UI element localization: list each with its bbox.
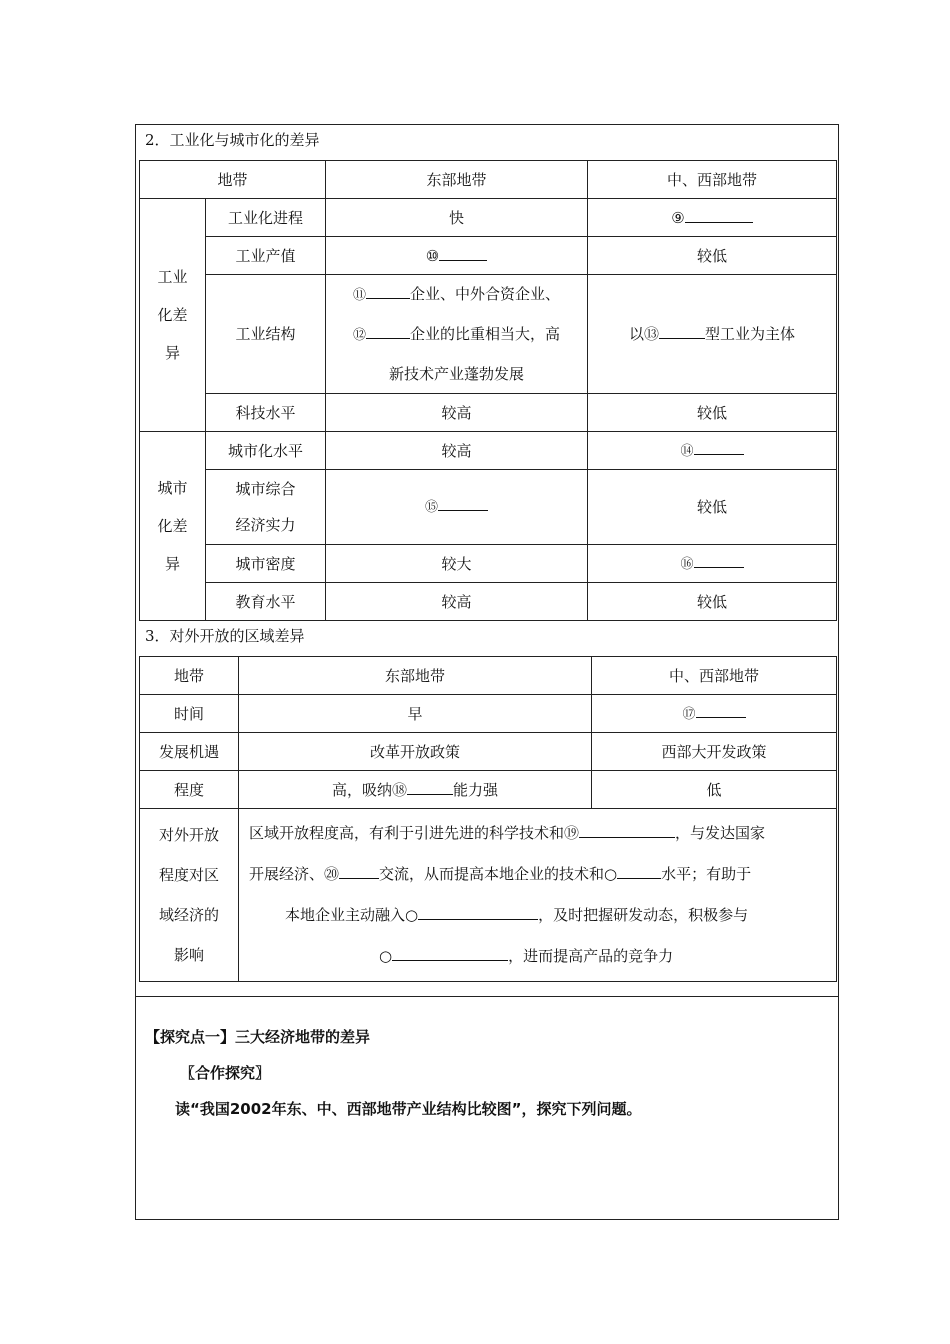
fill-blank[interactable]: [685, 208, 753, 223]
table-row: [140, 199, 837, 237]
section3-title: 3．对外开放的区域差异: [145, 627, 305, 645]
east-blank-cell: [326, 237, 588, 275]
group-line: 异: [164, 344, 180, 362]
impact-text: ，进而提高产品的竞争力: [508, 947, 674, 965]
east-value: 较高: [326, 432, 588, 470]
group-line: 城市: [157, 479, 188, 497]
table-row: [140, 545, 837, 583]
blank-number: ⑨: [671, 208, 685, 227]
fill-blank[interactable]: [696, 703, 746, 718]
fill-blank[interactable]: [418, 905, 538, 920]
row-label: 科技水平: [206, 394, 326, 432]
table-row: [140, 809, 837, 982]
fill-blank[interactable]: [694, 440, 744, 455]
label-line: 域经济的: [158, 906, 219, 924]
fill-blank[interactable]: [694, 553, 744, 568]
header-west: 中、西部地带: [592, 657, 837, 695]
row-label: [206, 470, 326, 545]
blank-number: ⑪: [353, 288, 367, 303]
row-label: 工业结构: [206, 275, 326, 394]
west-value: 西部大开发政策: [592, 733, 837, 771]
degree-text: 能力强: [453, 780, 499, 799]
east-value: 改革开放政策: [239, 733, 592, 771]
west-value: 较低: [588, 237, 837, 275]
opening-up-table: [139, 656, 837, 982]
structure-text: 企业的比重相当大，高: [410, 325, 561, 343]
blank-number: ⑭: [680, 443, 694, 459]
label-line: 经济实力: [235, 516, 296, 534]
impact-text: 区域开放程度高，有利于引进先进的科学技术和⑲: [249, 824, 580, 842]
table-row: [140, 733, 837, 771]
fill-blank[interactable]: [392, 946, 508, 961]
header-zone: 地带: [140, 161, 326, 199]
blank-number: ⑩: [425, 246, 440, 265]
impact-text: ，与发达国家: [675, 824, 766, 842]
fill-blank[interactable]: [438, 496, 488, 511]
structure-text: 新技术产业蓬勃发展: [389, 365, 525, 383]
row-label: 工业化进程: [206, 199, 326, 237]
header-zone: 地带: [140, 657, 239, 695]
impact-text-cell: [239, 809, 837, 982]
west-value: 低: [592, 771, 837, 809]
group-line: 化差: [157, 517, 188, 535]
table-row: [140, 583, 837, 621]
fill-blank[interactable]: [439, 246, 487, 261]
structure-text: 以⑬: [629, 325, 660, 343]
explore-heading: 【探究点一】三大经济地带的差异: [145, 1028, 371, 1046]
row-label: 时间: [140, 695, 239, 733]
explore-subheading: 〖合作探究〗: [180, 1064, 271, 1082]
impact-text: 水平；有助于: [661, 865, 752, 883]
table-row: [140, 695, 837, 733]
impact-label: [140, 809, 239, 982]
label-line: 对外开放: [158, 826, 219, 844]
group-industrialization: [140, 199, 206, 432]
table-row: [140, 275, 837, 394]
group-line: 异: [164, 555, 180, 573]
east-value: 早: [239, 695, 592, 733]
east-blank-cell: [326, 470, 588, 545]
west-blank-cell: [592, 695, 837, 733]
row-label: 城市化水平: [206, 432, 326, 470]
west-structure-cell: [588, 275, 837, 394]
row-label: 程度: [140, 771, 239, 809]
fill-blank[interactable]: [366, 284, 410, 299]
group-urbanization: [140, 432, 206, 621]
section-divider: [135, 996, 839, 997]
west-blank-cell: [588, 432, 837, 470]
label-line: 程度对区: [158, 866, 219, 884]
east-value: 较高: [326, 583, 588, 621]
west-value: 较低: [588, 394, 837, 432]
impact-text: ○: [379, 947, 393, 965]
structure-text: 企业、中外合资企业、: [410, 285, 561, 303]
fill-blank[interactable]: [579, 823, 675, 838]
east-structure-cell: [326, 275, 588, 394]
fill-blank[interactable]: [407, 780, 453, 795]
header-east: 东部地带: [239, 657, 592, 695]
fill-blank[interactable]: [366, 324, 410, 339]
fill-blank[interactable]: [659, 324, 705, 339]
table-row: [140, 771, 837, 809]
row-label: 工业产值: [206, 237, 326, 275]
west-blank-cell: [588, 199, 837, 237]
degree-text: 高，吸纳⑱: [331, 780, 407, 799]
table-header-row: [140, 161, 837, 199]
blank-number: ⑫: [353, 328, 367, 343]
table-header-row: [140, 657, 837, 695]
table-row: [140, 470, 837, 545]
west-value: 较低: [588, 470, 837, 545]
section2-title: 2．工业化与城市化的差异: [145, 131, 320, 149]
table-row: [140, 237, 837, 275]
impact-text: 本地企业主动融入○: [285, 906, 419, 924]
impact-text: ，及时把握研发动态，积极参与: [538, 906, 749, 924]
row-label: 教育水平: [206, 583, 326, 621]
header-west: 中、西部地带: [588, 161, 837, 199]
blank-number: ⑯: [680, 556, 694, 572]
explore-instruction: 读“我国2002年东、中、西部地带产业结构比较图”，探究下列问题。: [175, 1100, 642, 1118]
header-east: 东部地带: [326, 161, 588, 199]
east-value: 较高: [326, 394, 588, 432]
fill-blank[interactable]: [617, 864, 661, 879]
group-line: 工业: [157, 268, 188, 286]
label-line: 影响: [173, 946, 204, 964]
west-value: 较低: [588, 583, 837, 621]
blank-number: ⑮: [425, 500, 439, 515]
blank-number: ⑰: [682, 706, 696, 722]
row-label: 城市密度: [206, 545, 326, 583]
structure-text: 型工业为主体: [705, 325, 796, 343]
group-line: 化差: [157, 306, 188, 324]
label-line: 城市综合: [235, 480, 296, 498]
impact-text: 交流，从而提高本地企业的技术和○: [379, 865, 618, 883]
east-value: 较大: [326, 545, 588, 583]
impact-text: 开展经济、⑳: [249, 865, 340, 883]
fill-blank[interactable]: [339, 864, 379, 879]
table-row: [140, 394, 837, 432]
east-value: 快: [326, 199, 588, 237]
table-row: [140, 432, 837, 470]
row-label: 发展机遇: [140, 733, 239, 771]
industrialization-urbanization-table: [139, 160, 837, 621]
west-blank-cell: [588, 545, 837, 583]
east-degree-cell: [239, 771, 592, 809]
